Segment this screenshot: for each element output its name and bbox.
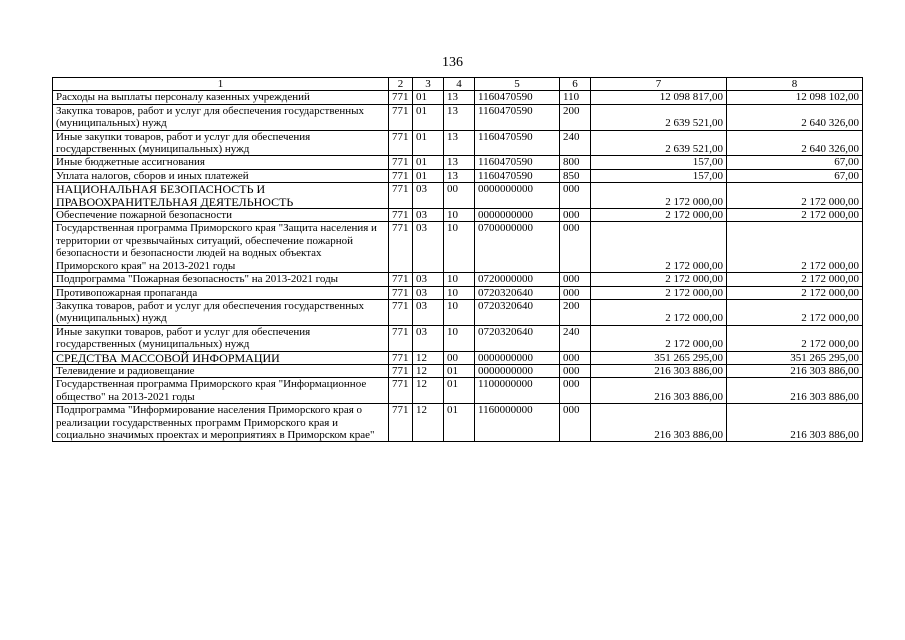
table-row: [53, 325, 863, 351]
code-cell: 771: [389, 130, 413, 156]
code-cell: 13: [444, 104, 475, 130]
table-row: [53, 183, 863, 209]
code-cell: 01: [413, 156, 444, 169]
row-name-cell: Обеспечение пожарной безопасности: [53, 209, 389, 222]
amount-cell: 2 640 326,00: [727, 104, 863, 130]
amount-cell: 2 172 000,00: [591, 325, 727, 351]
code-cell: 13: [444, 169, 475, 182]
table-row: [53, 378, 863, 404]
code-cell: 1160470590: [475, 169, 560, 182]
code-cell: 771: [389, 222, 413, 273]
code-cell: 01: [444, 364, 475, 377]
code-cell: 10: [444, 286, 475, 299]
table-body: [53, 91, 863, 442]
code-cell: 771: [389, 364, 413, 377]
amount-cell: 2 639 521,00: [591, 130, 727, 156]
code-cell: 771: [389, 183, 413, 209]
row-name-cell: Иные закупки товаров, работ и услуг для обеспечения государственных (муниципальных) нужд: [53, 325, 389, 351]
code-cell: 03: [413, 325, 444, 351]
code-cell: 000: [560, 209, 591, 222]
code-cell: 01: [444, 404, 475, 442]
code-cell: 10: [444, 325, 475, 351]
header-cell: 7: [591, 78, 727, 91]
code-cell: 771: [389, 299, 413, 325]
code-cell: 13: [444, 156, 475, 169]
code-cell: 1160470590: [475, 104, 560, 130]
code-cell: 01: [413, 130, 444, 156]
row-name-cell: Противопожарная пропаганда: [53, 286, 389, 299]
amount-cell: 2 172 000,00: [591, 273, 727, 286]
code-cell: 771: [389, 378, 413, 404]
amount-cell: 351 265 295,00: [591, 351, 727, 364]
row-name-cell: Закупка товаров, работ и услуг для обеспечения государственных (муниципальных) нужд: [53, 299, 389, 325]
header-cell: 4: [444, 78, 475, 91]
budget-table: [52, 77, 863, 442]
code-cell: 800: [560, 156, 591, 169]
table-row: [53, 351, 863, 364]
code-cell: 771: [389, 325, 413, 351]
row-name-cell: Расходы на выплаты персоналу казенных учреждений: [53, 91, 389, 104]
header-cell: 3: [413, 78, 444, 91]
amount-cell: 2 172 000,00: [591, 286, 727, 299]
code-cell: 771: [389, 104, 413, 130]
code-cell: 771: [389, 91, 413, 104]
row-name-cell: СРЕДСТВА МАССОВОЙ ИНФОРМАЦИИ: [53, 351, 389, 364]
header-row: [53, 78, 863, 91]
code-cell: 1160470590: [475, 156, 560, 169]
table-row: [53, 156, 863, 169]
table-row: [53, 273, 863, 286]
amount-cell: 2 172 000,00: [727, 325, 863, 351]
table-row: [53, 222, 863, 273]
header-cell: 5: [475, 78, 560, 91]
row-name-cell: Государственная программа Приморского края "Защита населения и территории от чрезвычайных ситуаций, обеспечение пожарной безопасности и безопасности людей на водных объектах Приморского края" на 2013-2021 годы: [53, 222, 389, 273]
code-cell: 03: [413, 286, 444, 299]
code-cell: 771: [389, 286, 413, 299]
table-row: [53, 286, 863, 299]
code-cell: 00: [444, 183, 475, 209]
code-cell: 0000000000: [475, 364, 560, 377]
code-cell: 000: [560, 286, 591, 299]
code-cell: 000: [560, 222, 591, 273]
code-cell: 01: [413, 104, 444, 130]
amount-cell: 2 172 000,00: [727, 183, 863, 209]
code-cell: 1160470590: [475, 130, 560, 156]
row-name-cell: Иные закупки товаров, работ и услуг для обеспечения государственных (муниципальных) нужд: [53, 130, 389, 156]
code-cell: 000: [560, 364, 591, 377]
table-row: [53, 364, 863, 377]
code-cell: 03: [413, 183, 444, 209]
code-cell: 1160470590: [475, 91, 560, 104]
row-name-cell: Уплата налогов, сборов и иных платежей: [53, 169, 389, 182]
code-cell: 12: [413, 351, 444, 364]
amount-cell: 2 172 000,00: [727, 222, 863, 273]
row-name-cell: Подпрограмма "Информирование населения Приморского края о реализации государственных программ Приморского края и социально значимых проектах и мероприятиях в Приморском крае": [53, 404, 389, 442]
row-name-cell: Телевидение и радиовещание: [53, 364, 389, 377]
code-cell: 0000000000: [475, 209, 560, 222]
code-cell: 0000000000: [475, 183, 560, 209]
table-row: [53, 404, 863, 442]
code-cell: 000: [560, 378, 591, 404]
amount-cell: 157,00: [591, 169, 727, 182]
header-cell: 8: [727, 78, 863, 91]
code-cell: 200: [560, 299, 591, 325]
code-cell: 000: [560, 351, 591, 364]
amount-cell: 2 172 000,00: [591, 222, 727, 273]
code-cell: 0000000000: [475, 351, 560, 364]
amount-cell: 2 639 521,00: [591, 104, 727, 130]
row-name-cell: Иные бюджетные ассигнования: [53, 156, 389, 169]
amount-cell: 67,00: [727, 156, 863, 169]
row-name-cell: Подпрограмма "Пожарная безопасность" на 2013-2021 годы: [53, 273, 389, 286]
code-cell: 0720320640: [475, 299, 560, 325]
row-name-cell: НАЦИОНАЛЬНАЯ БЕЗОПАСНОСТЬ И ПРАВООХРАНИТЕЛЬНАЯ ДЕЯТЕЛЬНОСТЬ: [53, 183, 389, 209]
amount-cell: 2 640 326,00: [727, 130, 863, 156]
code-cell: 771: [389, 404, 413, 442]
code-cell: 240: [560, 325, 591, 351]
amount-cell: 2 172 000,00: [727, 209, 863, 222]
header-cell: 2: [389, 78, 413, 91]
code-cell: 0720320640: [475, 286, 560, 299]
code-cell: 1160000000: [475, 404, 560, 442]
code-cell: 771: [389, 169, 413, 182]
header-cell: 1: [53, 78, 389, 91]
code-cell: 01: [413, 91, 444, 104]
code-cell: 240: [560, 130, 591, 156]
code-cell: 110: [560, 91, 591, 104]
code-cell: 03: [413, 222, 444, 273]
table-row: [53, 91, 863, 104]
page-number: 136: [442, 55, 463, 70]
table-row: [53, 209, 863, 222]
code-cell: 03: [413, 273, 444, 286]
table-row: [53, 130, 863, 156]
row-name-cell: Государственная программа Приморского края "Информационное общество" на 2013-2021 годы: [53, 378, 389, 404]
code-cell: 771: [389, 156, 413, 169]
table-row: [53, 104, 863, 130]
code-cell: 10: [444, 209, 475, 222]
code-cell: 12: [413, 404, 444, 442]
code-cell: 771: [389, 273, 413, 286]
amount-cell: 2 172 000,00: [727, 299, 863, 325]
amount-cell: 216 303 886,00: [591, 378, 727, 404]
code-cell: 10: [444, 273, 475, 286]
amount-cell: 2 172 000,00: [591, 299, 727, 325]
code-cell: 771: [389, 209, 413, 222]
amount-cell: 216 303 886,00: [591, 364, 727, 377]
amount-cell: 216 303 886,00: [727, 364, 863, 377]
code-cell: 850: [560, 169, 591, 182]
amount-cell: 216 303 886,00: [727, 404, 863, 442]
code-cell: 200: [560, 104, 591, 130]
header-cell: 6: [560, 78, 591, 91]
amount-cell: 351 265 295,00: [727, 351, 863, 364]
amount-cell: 216 303 886,00: [591, 404, 727, 442]
code-cell: 1100000000: [475, 378, 560, 404]
amount-cell: 2 172 000,00: [727, 273, 863, 286]
code-cell: 12: [413, 364, 444, 377]
row-name-cell: Закупка товаров, работ и услуг для обеспечения государственных (муниципальных) нужд: [53, 104, 389, 130]
code-cell: 0720000000: [475, 273, 560, 286]
code-cell: 10: [444, 299, 475, 325]
code-cell: 0720320640: [475, 325, 560, 351]
code-cell: 00: [444, 351, 475, 364]
amount-cell: 67,00: [727, 169, 863, 182]
code-cell: 13: [444, 91, 475, 104]
code-cell: 12: [413, 378, 444, 404]
code-cell: 000: [560, 183, 591, 209]
amount-cell: 157,00: [591, 156, 727, 169]
amount-cell: 2 172 000,00: [727, 286, 863, 299]
code-cell: 13: [444, 130, 475, 156]
amount-cell: 2 172 000,00: [591, 183, 727, 209]
code-cell: 03: [413, 299, 444, 325]
code-cell: 771: [389, 351, 413, 364]
amount-cell: 12 098 102,00: [727, 91, 863, 104]
code-cell: 10: [444, 222, 475, 273]
code-cell: 01: [413, 169, 444, 182]
code-cell: 03: [413, 209, 444, 222]
code-cell: 000: [560, 273, 591, 286]
table-row: [53, 169, 863, 182]
amount-cell: 216 303 886,00: [727, 378, 863, 404]
code-cell: 01: [444, 378, 475, 404]
amount-cell: 12 098 817,00: [591, 91, 727, 104]
amount-cell: 2 172 000,00: [591, 209, 727, 222]
table-row: [53, 299, 863, 325]
code-cell: 0700000000: [475, 222, 560, 273]
code-cell: 000: [560, 404, 591, 442]
